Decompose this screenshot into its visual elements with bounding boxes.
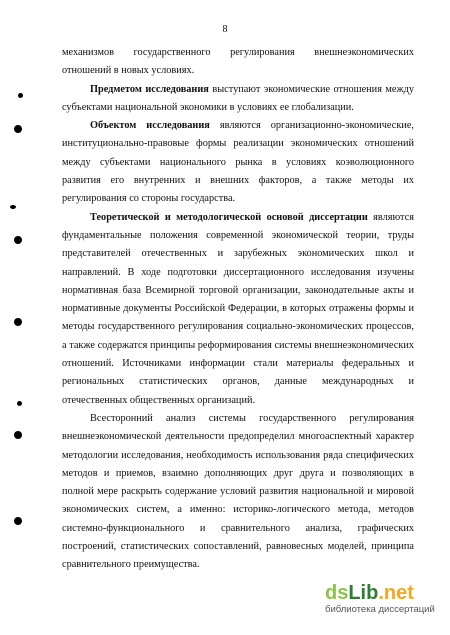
paragraph [62,44,414,81]
binding-mark [17,401,22,406]
paragraph-lead: Теоретической и методологической основой диссертации [90,211,368,223]
binding-mark [14,125,22,133]
binding-mark [14,517,22,525]
paragraph [62,117,414,208]
paragraph-lead: Объектом исследования [90,120,210,132]
paragraph [62,81,414,118]
binding-mark [14,318,22,326]
paragraph-text: выступают экономические отношения между субъектами национальной экономики в условиях ее глобализации. [62,83,414,113]
dslib-watermark[interactable] [325,582,443,616]
paragraph [62,410,414,575]
dslib-logo: dsLib.net [325,582,414,604]
paragraph-lead: Предметом исследования [90,83,209,95]
paragraph [62,209,414,410]
paragraph-text: являются организационно-экономические, институционально-правовые формы реализации экономических отношений между субъектами национального рынка в условиях коэволюционного развития его внутренних и внешних факторов, а также методы их регулирования со стороны государства. [62,120,414,205]
binding-mark [14,431,22,439]
paragraph-text: являются фундаментальные положения современной экономической теории, труды представителей отечественных и зарубежных экономических школ и направлений. В ходе подготовки диссертационного исследования изучены нормативная база Всемирной торговой организации, законодательные акты и нормативные документы Российской Федерации, в которых отражены формы и методы государственного регулирования социально-экономических процессов, а также содержатся принципы реформирования системы внешнеэкономических отношений. Источниками информации стали материалы федеральных и региональных статистических органов, данные международных и отечественных общественных организаций. [62,211,414,406]
binding-mark [14,236,22,244]
binding-mark [10,205,16,209]
document-body [62,44,414,575]
paragraph-text: механизмов государственного регулирования внешнеэкономических отношений в новых условиях. [62,47,414,77]
paragraph-text: Всесторонний анализ системы государственного регулирования внешнеэкономической деятельности предопределил многоаспектный характер методологии исследования, необходимость использования ряда специфических методов и приемов, взаимно дополняющих друг друга и позволяющих в полной мере раскрыть содержание условий развития национальной и мировой экономических систем, а именно: историко-логического метода, методов системно-функционального и сравнительного анализа, графических построений, статистических сопоставлений, равновесных моделей, принципа сравнительного преимущества. [62,412,414,571]
page-number: 8 [222,24,228,35]
binding-mark [18,93,23,98]
dslib-subtitle: библиотека диссертаций [325,604,435,615]
